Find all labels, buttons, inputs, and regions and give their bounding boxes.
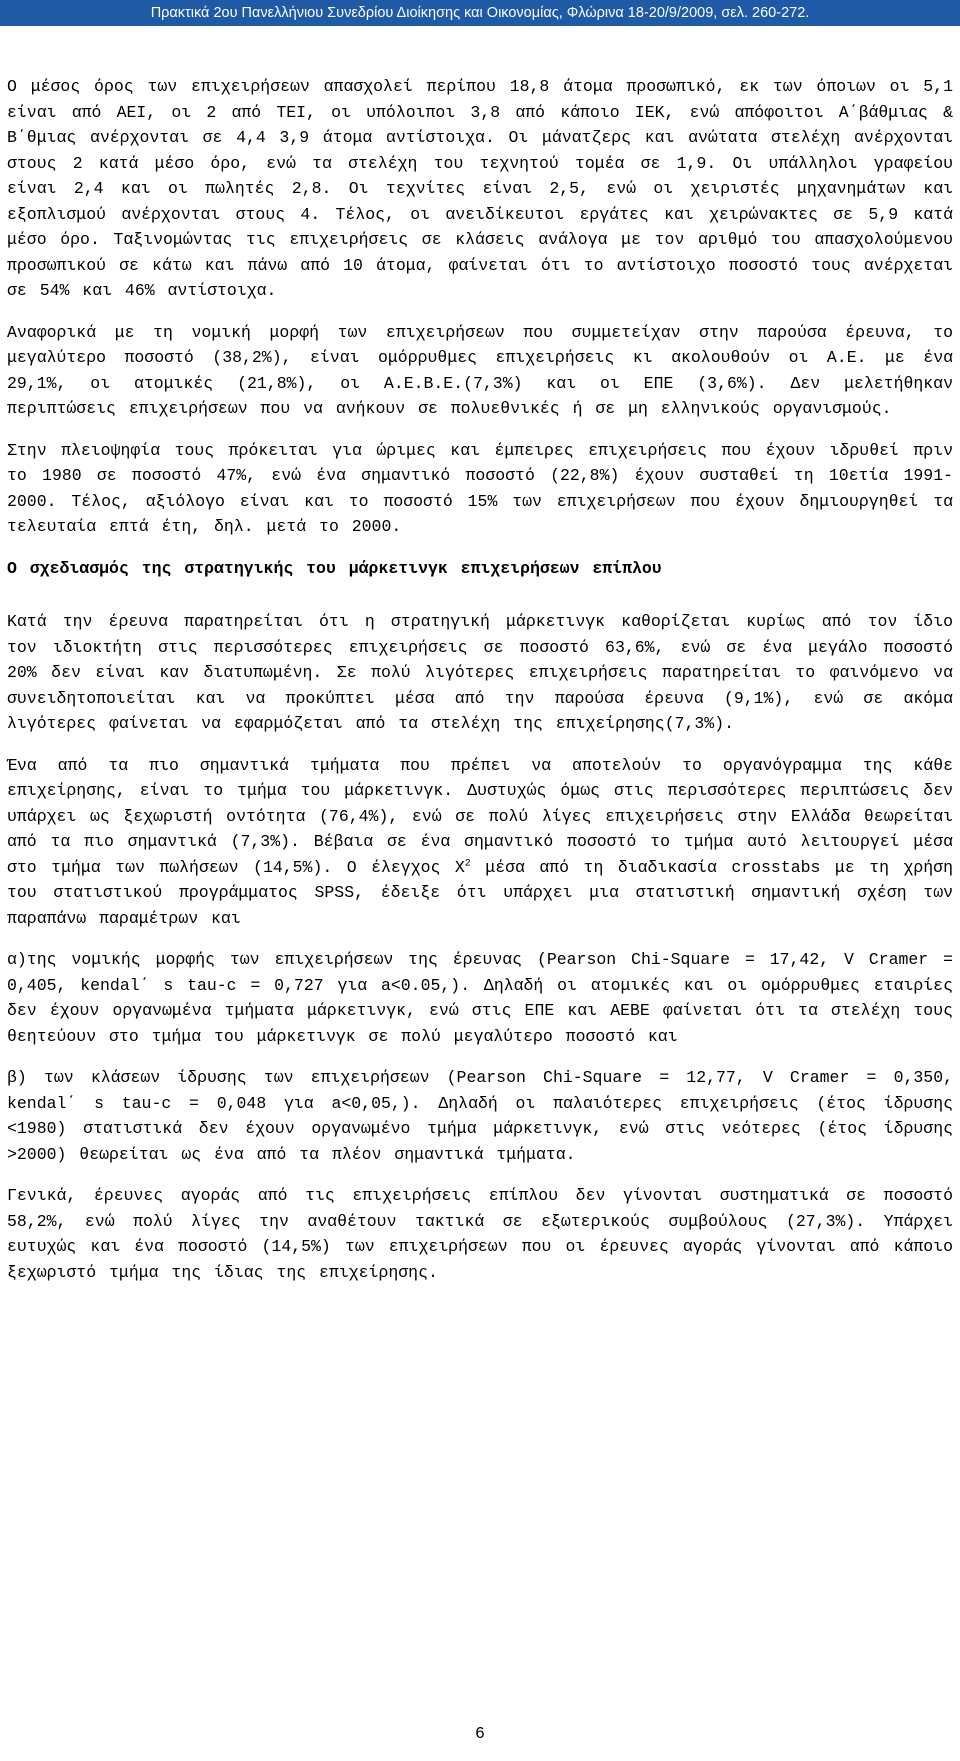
paragraph-founding-class-test: β) των κλάσεων ίδρυσης των επιχειρήσεων (Pearson Chi-Square = 12,77, V Cramer = 0,350, kendal΄ s tau-c = 0,048 για a<0,05,). Δηλαδή οι παλαιότερες επιχειρήσεις (έτος ίδρυσης <1980) στατιστικά δεν έχουν οργανωμένο τμήμα μάρκετινγκ, ενώ στις νεότερες (έτος ίδρυσης >2000) θεωρείται ως ένα από τα πλέον σημαντικά τμήματα. xyxy=(7,1068,953,1164)
paragraph-marketing-department xyxy=(7,753,953,932)
running-head: Πρακτικά 2ου Πανελλήνιου Συνεδρίου Διοίκησης και Οικονομίας, Φλώρινα 18-20/9/2009, σελ. 260-272. xyxy=(0,0,960,26)
paragraph-staff-composition: Ο μέσος όρος των επιχειρήσεων απασχολεί περίπου 18,8 άτομα προσωπικό, εκ των όποιων οι 5,1 είναι από ΑΕΙ, οι 2 από ΤΕΙ, οι υπόλοιποι 3,8 από κάποιο ΙΕΚ, ενώ απόφοιτοι Α΄βάθμιας & Β΄θμιας ανέρχονται σε 4,4 3,9 άτομα αντίστοιχα. Οι μάνατζερς και ανώτατα στελέχη ανέρχονται στους 2 κατά μέσο όρο, ενώ τα στελέχη του τεχνητού τομέα σε 1,9. Οι υπάλληλοι γραφείου είναι 2,4 και οι πωλητές 2,8. Οι τεχνίτες είναι 2,5, ενώ οι χειριστές μηχανημάτων και εξοπλισμού ανέρχονται στους 4. Τέλος, οι ανειδίκευτοι εργάτες και χειρώνακτες σε 5,9 κατά μέσο όρο. Ταξινομώντας τις επιχειρήσεις σε κλάσεις ανάλογα με τον αριθμό του απασχολούμενου προσωπικού σε κάτω και πάνω από 10 άτομα, φαίνεται ότι το αντίστοιχο ποσοστό τους ανέρχεται σε 54% και 46% αντίστοιχα. xyxy=(7,77,953,300)
page-body xyxy=(7,74,953,1301)
paragraph-text-part-2: μέσα από τη διαδικασία crosstabs με τη χρήση του στατιστικού προγράμματος SPSS, έδειξε ότι υπάρχει μια στατιστική σημαντική σχέση των παραπάνω παραμέτρων και xyxy=(7,857,953,928)
paragraph-text-part-1: Ένα από τα πιο σημαντικά τμήματα που πρέπει να αποτελούν το οργανόγραμμα της κάθε επιχείρησης, είναι το τμήμα του μάρκετινγκ. Δυστυχώς όμως στις περισσότερες περιπτώσεις δεν υπάρχει ως ξεχωριστή οντότητα (76,4%), ενώ σε πολύ λίγες επιχειρήσεις στην Ελλάδα θεωρείται από τα πιο σημαντικά (7,3%). Βέβαια σε ένα σημαντικό ποσοστό το τμήμα αυτό λειτουργεί μέσα στο τμήμα των πωλήσεων (14,5%). Ο έλεγχος Χ xyxy=(7,755,953,877)
section-heading: Ο σχεδιασμός της στρατηγικής του μάρκετινγκ επιχειρήσεων επίπλου xyxy=(7,558,662,578)
superscript-two: 2 xyxy=(464,858,471,869)
paragraph-market-research: Γενικά, έρευνες αγοράς από τις επιχειρήσεις επίπλου δεν γίνονται συστηματικά σε ποσοστό 58,2%, ενώ πολύ λίγες την αναθέτουν τακτικά σε εξωτερικούς συμβούλους (27,3%). Υπάρχει ευτυχώς και ένα ποσοστό (14,5%) των επιχειρήσεων που οι έρευνες αγοράς γίνονται από κάποιο ξεχωριστό τμήμα της ίδιας της επιχείρησης. xyxy=(7,1186,953,1282)
page-number: 6 xyxy=(475,1724,485,1743)
paragraph-legal-form: Αναφορικά με τη νομική μορφή των επιχειρήσεων που συμμετείχαν στην παρούσα έρευνα, το μεγαλύτερο ποσοστό (38,2%), είναι ομόρρυθμες επιχειρήσεις κι ακολουθούν οι Α.Ε. με ένα 29,1%, οι ατομικές (21,8%), οι Α.Ε.Β.Ε.(7,3%) και οι ΕΠΕ (3,6%). Δεν μελετήθηκαν περιπτώσεις επιχειρήσεων που να ανήκουν σε πολυεθνικές ή σε μη ελληνικούς οργανισμούς. xyxy=(7,322,953,418)
paragraph-marketing-strategy: Κατά την έρευνα παρατηρείται ότι η στρατηγική μάρκετινγκ καθορίζεται κυρίως από τον ίδιο τον ιδιοκτήτη στις περισσότερες επιχειρήσεις σε ποσοστό 63,6%, ενώ σε ένα μεγάλο ποσοστό 20% δεν είναι καν διατυπωμένη. Σε πολύ λιγότερες επιχειρήσεις παρατηρείται το φαινόμενο να συνειδητοποιείται και να προκύπτει μέσα από την παρούσα έρευνα (9,1%), ενώ σε ακόμα λιγότερες φαίνεται να εφαρμόζεται από τα στελέχη της επιχείρησης(7,3%). xyxy=(7,612,953,733)
paragraph-founding-year: Στην πλειοψηφία τους πρόκειται για ώριμες και έμπειρες επιχειρήσεις που έχουν ιδρυθεί πριν το 1980 σε ποσοστό 47%, ενώ ένα σημαντικό ποσοστό (22,8%) έχουν συσταθεί τη 10ετία 1991-2000. Τέλος, αξιόλογο είναι και το ποσοστό 15% των επιχειρήσεων που έχουν δημιουργηθεί τα τελευταία επτά έτη, δηλ. μετά το 2000. xyxy=(7,440,953,536)
paragraph-legal-form-test: α)της νομικής μορφής των επιχειρήσεων της έρευνας (Pearson Chi-Square = 17,42, V Cramer = 0,405, kendal΄ s tau-c = 0,727 για a<0.05,). Δηλαδή οι ατομικές και οι ομόρρυθμες εταιρίες δεν έχουν οργανωμένα τμήματα μάρκετινγκ, ενώ στις ΕΠΕ και ΑΕΒΕ φαίνεται ότι τα στελέχη τους θεητεύουν στο τμήμα του μάρκετινγκ σε πολύ μεγαλύτερο ποσοστό και xyxy=(7,950,953,1046)
